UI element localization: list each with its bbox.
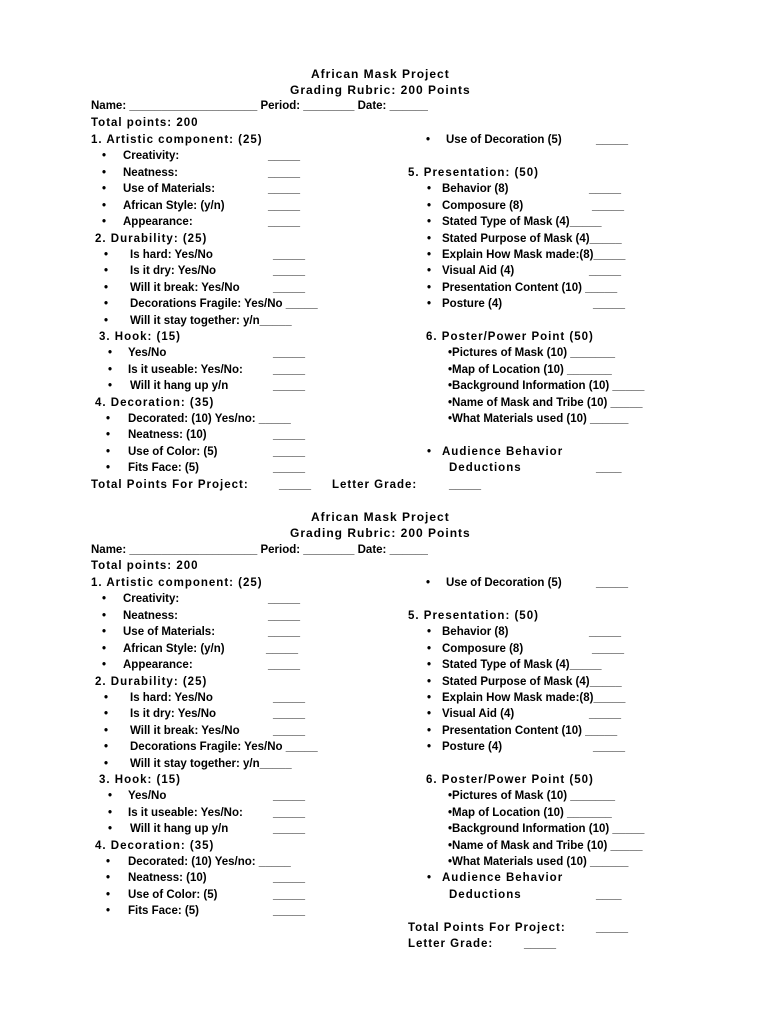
list-item: •What Materials used (10) ______ [448,856,629,868]
list-item: African Style: (y/n) [123,643,225,655]
section-3-heading: 3. Hook: (15) [99,331,182,343]
bullet: • [427,643,432,655]
blank-line: _____ [268,150,300,162]
list-item: Fits Face: (5) [128,905,199,917]
list-item: Stated Purpose of Mask (4)_____ [442,233,622,245]
list-item: Neatness: (10) [128,872,207,884]
deductions: Deductions [449,462,522,474]
bullet: • [104,741,109,753]
blank-line: _____ [268,200,300,212]
total-points-for-project: Total Points For Project: [408,922,566,934]
section-4-heading: 4. Decoration: (35) [95,397,215,409]
blank-line: _____ [273,347,305,359]
blank-line: _____ [593,298,625,310]
list-item: Is it dry: Yes/No [130,708,217,720]
list-item: •Map of Location (10) _______ [448,807,612,819]
blank-line: _____ [589,183,621,195]
section-5-heading: 5. Presentation: (50) [408,167,539,179]
bullet: • [427,216,432,228]
section-1-heading: 1. Artistic component: (25) [91,134,263,146]
list-item: Is hard: Yes/No [130,249,213,261]
blank-line: _____ [589,708,621,720]
bullet: • [104,758,109,770]
bullet: • [427,446,432,458]
blank-line: _____ [596,134,628,146]
list-item: Is it useable: Yes/No: [128,364,243,376]
list-item: Presentation Content (10) _____ [442,725,618,737]
list-item: Yes/No [128,790,167,802]
bullet: • [108,807,113,819]
list-item: Neatness: (10) [128,429,207,441]
blank-line: _____ [273,889,305,901]
bullet: • [427,708,432,720]
list-item: Decorations Fragile: Yes/No _____ [130,741,318,753]
list-item: Decorations Fragile: Yes/No _____ [130,298,318,310]
blank-line: _____ [596,577,628,589]
blank-line: _____ [268,593,300,605]
list-item: •What Materials used (10) ______ [448,413,629,425]
list-item: •Pictures of Mask (10) _______ [448,347,616,359]
blank-line: _____ [592,200,624,212]
bullet: • [102,659,107,671]
bullet: • [108,790,113,802]
list-item: Will it hang up y/n [130,380,229,392]
bullet: • [427,183,432,195]
section-2-heading: 2. Durability: (25) [95,676,208,688]
list-item: Stated Purpose of Mask (4)_____ [442,676,622,688]
bullet: • [104,315,109,327]
list-item: Decorated: (10) Yes/no: _____ [128,856,291,868]
blank-line: _____ [273,807,305,819]
blank-line: _____ [273,249,305,261]
list-item: Will it stay together: y/n_____ [130,315,292,327]
bullet: • [102,183,107,195]
blank-line: _____ [273,446,305,458]
section-6-heading: 6. Poster/Power Point (50) [426,331,594,343]
list-item: Is hard: Yes/No [130,692,213,704]
bullet: • [427,676,432,688]
bullet: • [108,347,113,359]
bullet: • [427,741,432,753]
bullet: • [104,298,109,310]
list-item: Appearance: [123,659,193,671]
section-5-heading: 5. Presentation: (50) [408,610,539,622]
bullet: • [104,265,109,277]
blank-line: _____ [273,380,305,392]
page-title: African Mask Project [311,67,450,81]
blank-line: _____ [273,265,305,277]
bullet: • [427,626,432,638]
list-item: Composure (8) [442,200,524,212]
total-points: Total points: 200 [91,117,199,129]
blank-line: _____ [449,479,481,491]
bullet: • [102,626,107,638]
list-item: •Name of Mask and Tribe (10) _____ [448,840,643,852]
blank-line: _____ [268,167,300,179]
list-item: Stated Type of Mask (4)_____ [442,659,602,671]
list-item: Appearance: [123,216,193,228]
audience-behavior: Audience Behavior [442,446,564,458]
list-item: Creativity: [123,593,180,605]
bullet: • [106,462,111,474]
bullet: • [102,150,107,162]
letter-grade: Letter Grade: [332,479,418,491]
bullet: • [427,233,432,245]
list-item: Will it break: Yes/No [130,282,240,294]
blank-line: _____ [273,708,305,720]
deductions: Deductions [449,889,522,901]
bullet: • [104,708,109,720]
list-item: Neatness: [123,167,178,179]
list-item: Use of Color: (5) [128,889,218,901]
blank-line: _____ [266,643,298,655]
audience-behavior: Audience Behavior [442,872,564,884]
list-item: Composure (8) [442,643,524,655]
blank-line: _____ [273,462,305,474]
list-item: Yes/No [128,347,167,359]
bullet: • [106,413,111,425]
list-item: Presentation Content (10) _____ [442,282,618,294]
section-3-heading: 3. Hook: (15) [99,774,182,786]
list-item: Is it dry: Yes/No [130,265,217,277]
blank-line: _____ [268,183,300,195]
blank-line: _____ [273,872,305,884]
bullet: • [427,298,432,310]
bullet: • [106,889,111,901]
bullet: • [102,643,107,655]
bullet: • [102,200,107,212]
blank-line: _____ [524,938,556,950]
list-item: Posture (4) [442,741,503,753]
bullet: • [427,872,432,884]
bullet: • [427,659,432,671]
list-item: •Name of Mask and Tribe (10) _____ [448,397,643,409]
section-6-heading: 6. Poster/Power Point (50) [426,774,594,786]
bullet: • [108,380,113,392]
blank-line: _____ [268,216,300,228]
bullet: • [108,823,113,835]
list-item: •Background Information (10) _____ [448,380,645,392]
blank-line: _____ [273,905,305,917]
use-of-decoration: Use of Decoration (5) [446,577,562,589]
blank-line: _____ [273,429,305,441]
bullet: • [426,134,431,146]
blank-line: ____ [596,889,622,901]
bullet: • [106,905,111,917]
bullet: • [102,593,107,605]
total-points: Total points: 200 [91,560,199,572]
list-item: Use of Materials: [123,183,216,195]
bullet: • [106,446,111,458]
list-item: Will it stay together: y/n_____ [130,758,292,770]
section-1-heading: 1. Artistic component: (25) [91,577,263,589]
blank-line: _____ [589,265,621,277]
list-item: •Pictures of Mask (10) _______ [448,790,616,802]
bullet: • [427,200,432,212]
use-of-decoration: Use of Decoration (5) [446,134,562,146]
list-item: Explain How Mask made:(8)_____ [442,692,626,704]
list-item: Behavior (8) [442,183,509,195]
blank-line: _____ [273,364,305,376]
blank-line: _____ [279,479,311,491]
list-item: Use of Materials: [123,626,216,638]
bullet: • [427,249,432,261]
blank-line: _____ [273,790,305,802]
bullet: • [108,364,113,376]
list-item: •Map of Location (10) _______ [448,364,612,376]
blank-line: _____ [268,659,300,671]
list-item: Is it useable: Yes/No: [128,807,243,819]
bullet: • [106,429,111,441]
bullet: • [104,725,109,737]
bullet: • [106,856,111,868]
list-item: Creativity: [123,150,180,162]
list-item: Stated Type of Mask (4)_____ [442,216,602,228]
bullet: • [102,610,107,622]
bullet: • [104,692,109,704]
blank-line: _____ [273,282,305,294]
name-period-date-line: Name: ____________________ Period: ________ Date: ______ [91,100,428,112]
bullet: • [426,577,431,589]
bullet: • [106,872,111,884]
list-item: Posture (4) [442,298,503,310]
blank-line: _____ [273,823,305,835]
blank-line: _____ [589,626,621,638]
blank-line: ____ [596,462,622,474]
blank-line: _____ [273,692,305,704]
bullet: • [427,265,432,277]
list-item: Fits Face: (5) [128,462,199,474]
page-subtitle: Grading Rubric: 200 Points [290,83,471,97]
bullet: • [427,692,432,704]
letter-grade: Letter Grade: [408,938,494,950]
list-item: Visual Aid (4) [442,708,515,720]
list-item: Behavior (8) [442,626,509,638]
section-4-heading: 4. Decoration: (35) [95,840,215,852]
bullet: • [102,167,107,179]
bullet: • [427,725,432,737]
blank-line: _____ [596,922,628,934]
total-points-for-project: Total Points For Project: [91,479,249,491]
bullet: • [104,282,109,294]
section-2-heading: 2. Durability: (25) [95,233,208,245]
page-subtitle: Grading Rubric: 200 Points [290,526,471,540]
list-item: Will it break: Yes/No [130,725,240,737]
blank-line: _____ [593,741,625,753]
bullet: • [102,216,107,228]
blank-line: _____ [268,626,300,638]
bullet: • [104,249,109,261]
list-item: Neatness: [123,610,178,622]
blank-line: _____ [268,610,300,622]
list-item: •Background Information (10) _____ [448,823,645,835]
name-period-date-line: Name: ____________________ Period: ________ Date: ______ [91,544,428,556]
list-item: African Style: (y/n) [123,200,225,212]
bullet: • [427,282,432,294]
list-item: Explain How Mask made:(8)_____ [442,249,626,261]
blank-line: _____ [592,643,624,655]
list-item: Visual Aid (4) [442,265,515,277]
list-item: Will it hang up y/n [130,823,229,835]
page-title: African Mask Project [311,510,450,524]
list-item: Use of Color: (5) [128,446,218,458]
list-item: Decorated: (10) Yes/no: _____ [128,413,291,425]
blank-line: _____ [273,725,305,737]
